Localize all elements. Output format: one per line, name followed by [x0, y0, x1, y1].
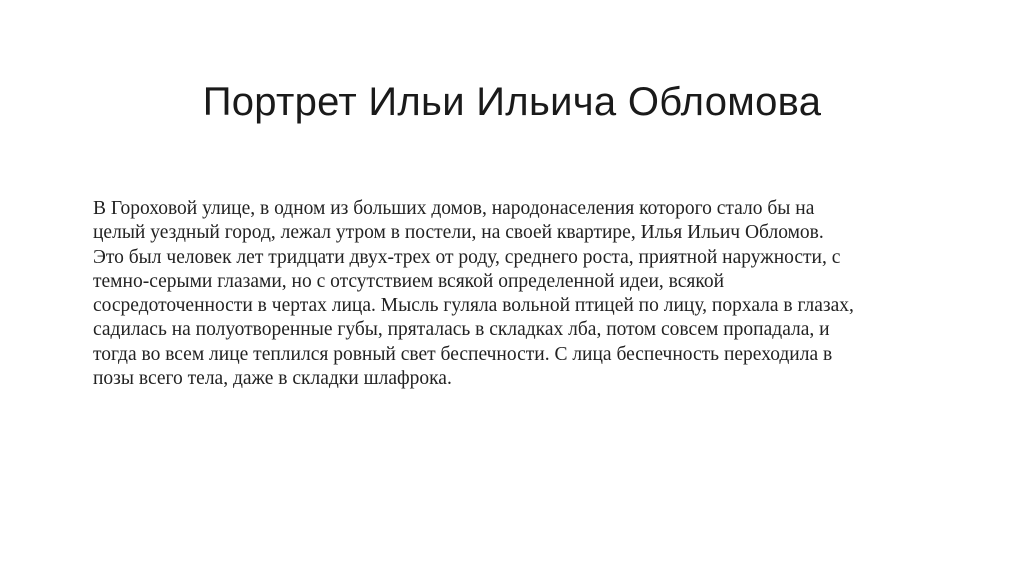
text-line: садилась на полуотворенные губы, пряталась в складках лба, потом совсем пропадала, и [93, 319, 830, 341]
text-line: темно-серыми глазами, но с отсутствием всякой определенной идеи, всякой [93, 270, 725, 292]
text-line: В Гороховой улице, в одном из больших домов, народонаселения которого стало бы на [93, 198, 815, 219]
text-line: сосредоточенности в чертах лица. Мысль гуляла вольной птицей по лицу, порхала в глазах, [93, 295, 854, 317]
text-line: Это был человек лет тридцати двух-трех от роду, среднего роста, приятной наружности, с [93, 246, 841, 268]
slide-body-text [93, 197, 953, 391]
text-line: тогда во всем лице теплился ровный свет беспечности. С лица беспечность переходила в [93, 343, 833, 365]
text-line: позы всего тела, даже в складки шлафрока. [93, 368, 452, 390]
text-line: целый уездный город, лежал утром в постели, на своей квартире, Илья Ильич Обломов. [93, 222, 824, 244]
slide-title: Портрет Ильи Ильича Обломова [202, 80, 822, 124]
